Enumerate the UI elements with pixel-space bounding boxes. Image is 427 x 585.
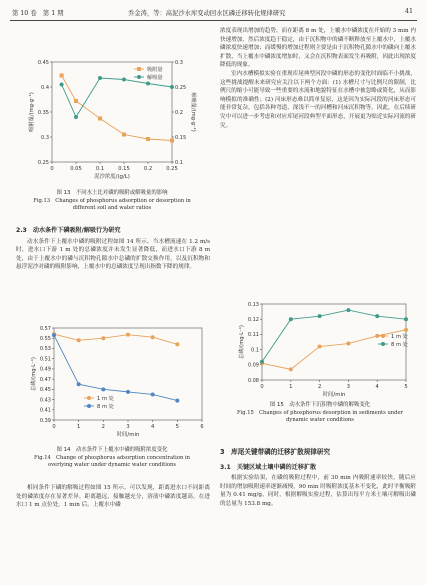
- fig13-data-point: [146, 137, 150, 141]
- fig14-data-point: [126, 333, 130, 337]
- fig13-caption: [12, 189, 212, 213]
- fig13-y-tick-label: 0.3: [41, 134, 49, 141]
- fig14-x-tick-label: 1: [77, 424, 81, 430]
- fig15-legend-label: 1 m 处: [391, 333, 408, 340]
- section-2-3-paragraph: 动水条件下上覆水中磷的吸附过程如图 14 所示。当水槽流速在 1.2 m/s 时，进水口下游 1 m 处的总磷浓度并未发生显著降低，而进水口下游 8 m 处，由于上覆水中的磷与沉积物孔隙水中总磷的扩散交换作用，以及沉积物和悬浮泥沙对磷的吸附影响，上覆水中的总磷浓度呈现出指数下降的规律。: [16, 238, 210, 271]
- fig14-legend-label: 1 m 处: [97, 395, 114, 402]
- fig13-y-tick-label: 0.35: [37, 109, 49, 116]
- fig13-legend-marker: [137, 67, 141, 71]
- fig13-legend-marker: [137, 75, 141, 79]
- fig14-caption-cn: 图 14 动水条件下上覆水中磷的吸附浓度变化: [56, 447, 168, 453]
- fig14-y-tick-label: 0.41: [39, 407, 51, 414]
- fig14-y-tick-label: 0.55: [39, 336, 51, 343]
- fig13-data-point: [122, 78, 126, 82]
- fig13-data-point: [98, 76, 102, 80]
- fig14-y-tick-label: 0.49: [39, 366, 51, 373]
- page-number: 41: [404, 8, 413, 15]
- section-3: [220, 448, 416, 509]
- fig15-data-point: [404, 328, 408, 332]
- section-2-3: [16, 227, 210, 272]
- fig15-legend-marker: [381, 342, 385, 346]
- fig13-x-tick-label: 0.25: [166, 166, 178, 172]
- fig14-x-tick-label: 2: [101, 424, 105, 430]
- running-title: 乔金涛，等：高泥沙水库变动回水区磷迁移转化规律研究: [128, 10, 286, 17]
- flume-limitation-paragraph: 室内水槽模拟实验在重现库尾典型河段中磷的形态的变化时面临不小挑战，这些挑战提醒未来研究应关注以下两个方面：(1) 水槽尺寸与比例尺的限制，比例尺的缩小可能导致一些重要的水流和地貌特征在水槽中被忽略或简化，从而影响模拟的准确性；(2) 河床形态难以简单复原，这是因为实际河段的河床形态可能非常复杂，包括各种弯道、深浅不一的河槽和河床沉积物等，因此，在后续研究中可以进一步考虑和对应库尾河段典型平面形态，开展更为贴近实际河流的研究。: [220, 70, 416, 129]
- section-2-3-title: 2.3 动水条件下磷吸附/解吸行为研究: [16, 227, 121, 234]
- fig13-x-tick-label: 0.15: [118, 166, 130, 172]
- fig14-y-tick-label: 0.45: [39, 387, 51, 394]
- fig13-data-point: [170, 139, 174, 143]
- fig13-x-tick-label: 0: [50, 166, 54, 172]
- fig15-plot-frame: [262, 304, 406, 380]
- fig14-caption-en-2: overlying water under dynamic water conditions: [47, 462, 177, 469]
- fig13-data-point: [74, 99, 78, 103]
- fig14-plot-frame: [54, 328, 202, 420]
- fig13-caption-en-1: Fig.13 Changes of phosphorus adsorption or desorption in: [33, 197, 191, 204]
- figure-13: [12, 56, 212, 188]
- fig14-data-point: [151, 392, 155, 396]
- fig15-caption-en-2: dynamic water conditions: [286, 417, 354, 424]
- fig14-y-tick-label: 0.51: [39, 356, 51, 363]
- fig14-x-tick-label: 6: [200, 424, 204, 430]
- fig13-x-tick-label: 0.1: [95, 166, 105, 172]
- fig14-y-axis-label: 总磷/(mg·L⁻¹): [31, 357, 37, 391]
- fig13-data-point: [60, 74, 64, 78]
- fig15-data-point: [346, 308, 350, 312]
- section-3-1-paragraph: 根据实验结果，在磷的吸附过程中，前 30 min 内吸附速率较快，随后应时间的增加吸附速率逐渐减慢，90 min 时吸附浓度基本不变化，此时平衡吸附量为 0.41 mg/g。同时，根据解吸实验过程，估算出每平方米土壤可解吸出磷的总量为 153.8 mg。: [220, 475, 416, 507]
- left-bottom-text: [16, 484, 210, 510]
- fig13-y-right-tick-label: 0.3: [175, 59, 183, 66]
- fig15-caption-en-1: Fig.15 Changes of phosphorus desorption in sediments under: [237, 409, 403, 416]
- fig13-data-point: [170, 85, 174, 89]
- fig14-y-tick-label: 0.57: [39, 325, 51, 332]
- fig15-data-point: [289, 367, 293, 371]
- section-3-title: 3 库尾关键带磷的迁移扩散规律研究: [220, 448, 331, 456]
- fig15-x-tick-label: 0: [260, 384, 264, 390]
- fig13-y-tick-label: 0.4: [41, 84, 49, 91]
- fig14-legend-marker: [87, 396, 91, 400]
- fig15-y-tick-label: 0.12: [247, 317, 259, 323]
- fig13-x-tick-label: 0.2: [143, 166, 153, 172]
- fig14-data-point: [77, 382, 81, 386]
- fig13-y-right-tick-label: 0.15: [175, 134, 187, 141]
- fig14-data-point: [101, 387, 105, 391]
- fig13-data-point: [122, 133, 126, 137]
- fig15-x-tick-label: 5: [404, 384, 408, 390]
- fig15-x-tick-label: 4: [375, 384, 379, 390]
- figure-15: [222, 296, 418, 404]
- fig14-x-tick-label: 0: [52, 424, 56, 430]
- fig14-y-tick-label: 0.43: [39, 397, 51, 404]
- fig15-y-tick-label: 0.09: [247, 362, 259, 369]
- fig15-x-axis-label: 时间/min: [322, 392, 346, 398]
- fig14-data-point: [52, 333, 56, 337]
- fig14-legend-label: 8 m 处: [97, 403, 114, 410]
- fig15-y-tick-label: 0.11: [247, 332, 259, 339]
- fig15-intro-paragraph: 相同条件下磷的解吸过程如图 15 所示。可以发现，距离进水口不同距离处的磷浓度存在显著差异。距离越远，接触越充分，溶液中磷浓度越高。在进水口 1 m 点位处，1 min 后，上覆水中磷: [16, 485, 210, 509]
- fig13-x-tick-label: 0.05: [70, 166, 82, 172]
- fig15-x-tick-label: 2: [317, 384, 322, 390]
- fig14-caption: [12, 446, 212, 470]
- fig15-legend-marker: [381, 334, 385, 338]
- fig14-x-tick-label: 5: [175, 424, 179, 430]
- fig13-caption-cn: 图 13 不同水土比对磷的吸附或解吸量的影响: [56, 190, 168, 196]
- fig14-series-line-0: [54, 334, 177, 344]
- fig14-caption-en-1: Fig.14 Change of phosphorus adsorption concentration in: [34, 454, 190, 461]
- fig14-data-point: [101, 336, 105, 340]
- fig14-y-tick-label: 0.39: [39, 417, 51, 424]
- fig13-legend-label: 吸附量: [147, 66, 163, 73]
- fig14-x-tick-label: 4: [151, 424, 155, 430]
- right-top-text: [220, 27, 416, 130]
- fig13-y-right-tick-label: 0.1: [175, 159, 183, 166]
- fig13-data-point: [146, 82, 150, 86]
- fig13-data-point: [74, 115, 78, 119]
- fig15-caption: [222, 401, 418, 425]
- fig13-y-right-tick-label: 0.25: [175, 84, 187, 91]
- fig14-data-point: [77, 338, 81, 342]
- fig15-data-point: [404, 317, 408, 321]
- fig15-y-tick-label: 0.08: [247, 377, 259, 384]
- fig14-data-point: [126, 390, 130, 394]
- fig15-data-point: [318, 314, 322, 318]
- fig14-y-tick-label: 0.47: [39, 376, 51, 383]
- fig14-data-point: [151, 335, 155, 339]
- fig13-y-tick-label: 0.25: [37, 159, 49, 166]
- section-3-1-title: 3.1 关键区域土壤中磷的迁移扩散: [220, 463, 317, 471]
- fig15-x-tick-label: 1: [289, 384, 293, 390]
- fig15-data-point: [289, 317, 293, 321]
- fig14-y-tick-label: 0.53: [39, 346, 51, 353]
- fig13-legend-label: 解吸量: [147, 74, 163, 81]
- fig15-data-point: [375, 314, 379, 318]
- fig14-x-axis-label: 时间/min: [116, 432, 140, 438]
- issue-label: 第 10 卷 第 1 期: [12, 10, 64, 17]
- fig15-y-axis-label: 总磷/(mg·L⁻¹): [239, 325, 245, 359]
- fig15-legend-label: 8 m 处: [391, 341, 408, 348]
- header-rule: [10, 20, 417, 21]
- fig13-y-tick-label: 0.45: [37, 59, 49, 66]
- fig15-data-point: [318, 345, 322, 349]
- fig13-chart: [12, 56, 212, 188]
- fig13-series-line-0: [62, 76, 172, 141]
- figure-14: [12, 324, 212, 444]
- fig15-data-point: [260, 360, 264, 364]
- fig14-legend-marker: [87, 404, 91, 408]
- fig13-y-axis-label: 吸附量/(mg·g⁻¹): [29, 92, 35, 132]
- fig14-data-point: [175, 342, 179, 346]
- fig14-chart: [12, 324, 212, 444]
- fig15-y-tick-label: 0.1: [251, 347, 259, 354]
- fig15-data-point: [346, 342, 350, 346]
- fig13-series-line-1: [62, 78, 172, 117]
- fig14-data-point: [175, 399, 179, 403]
- fig13-x-axis-label: 泥沙浓度/(g/L): [94, 174, 130, 180]
- fig13-caption-en-2: different soil and water ratios: [72, 205, 152, 212]
- fig14-x-tick-label: 3: [126, 424, 130, 430]
- running-header: [10, 8, 417, 20]
- fig13-y-right-tick-label: 0.2: [175, 109, 183, 116]
- fig14-series-line-1: [54, 335, 177, 400]
- fig13-data-point: [60, 83, 64, 87]
- fig13-y-right-axis-label: 解吸量/(mg·g⁻¹): [190, 92, 196, 132]
- fig15-caption-cn: 图 15 动水条件下沉积物中磷的解吸变化: [269, 402, 371, 408]
- desorption-paragraph: 浓度表现出增加的趋势，而在距离 8 m 处，上覆水中磷浓度在开始的 3 min 内快速增加，然后浓度趋于稳定，由于沉积物中的磷不断释放至上覆水中，上覆水磷浓度快速增加；而缓慢的增加过程则主要是由于沉积物孔隙水中的磷向上覆水扩散，当上覆水中磷浓度增加时，又会在沉积物表面发生再吸附，因此出现浓度降低的现象。: [220, 28, 417, 69]
- fig15-chart: [222, 296, 418, 404]
- fig15-x-tick-label: 3: [346, 384, 351, 390]
- fig13-data-point: [98, 117, 102, 121]
- fig15-y-tick-label: 0.13: [247, 301, 259, 308]
